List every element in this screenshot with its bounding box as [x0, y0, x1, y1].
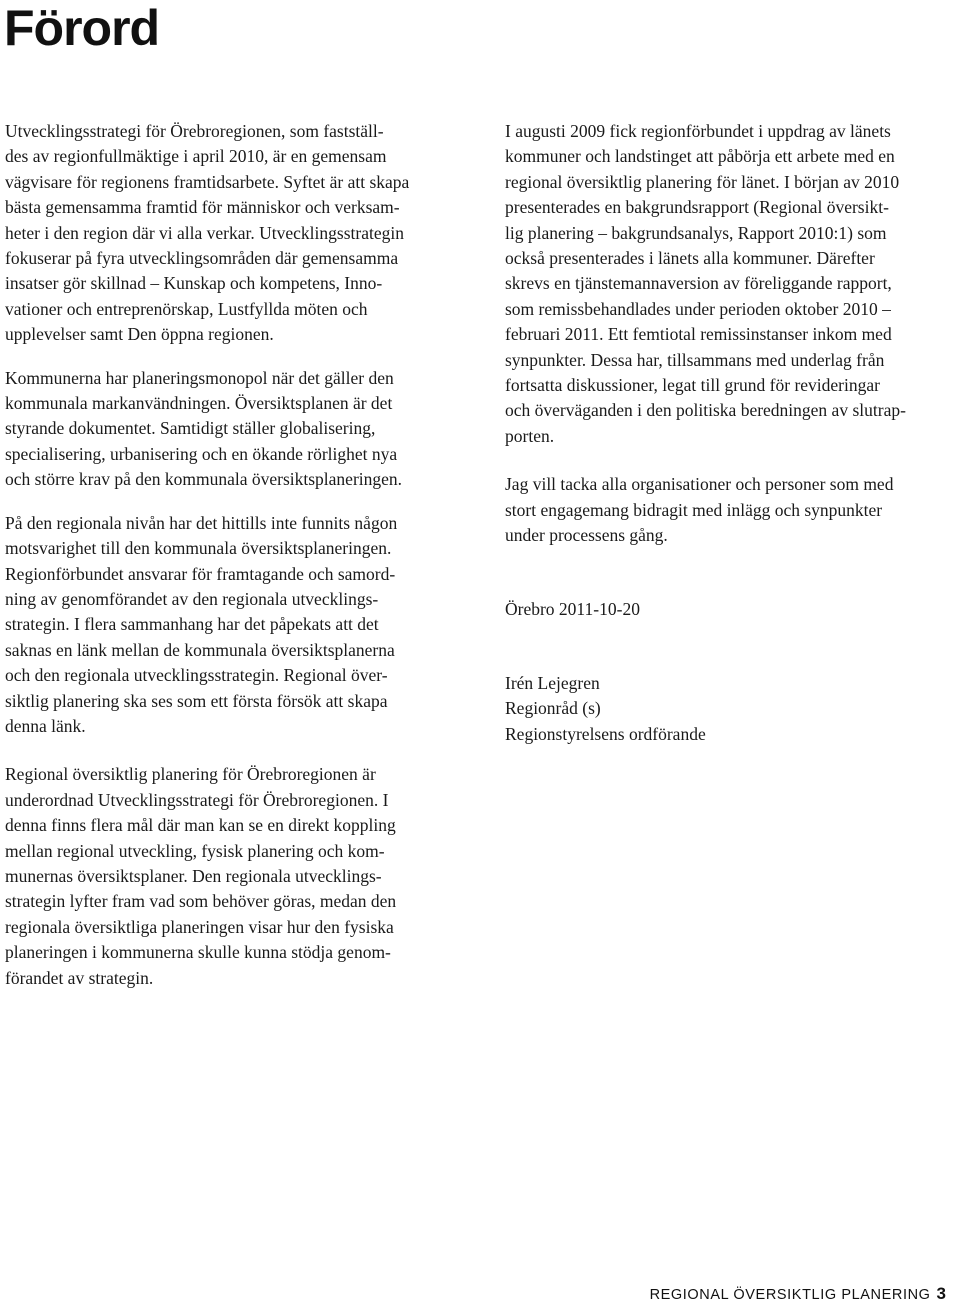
signatory-position: Regionstyrelsens ordförande: [505, 723, 706, 744]
signatory-role: Regionråd (s): [505, 698, 601, 719]
running-title: REGIONAL ÖVERSIKTLIG PLANERING: [649, 1287, 931, 1303]
regional-level-paragraph: På den regionala nivån har det hittills inte funnits någon motsvarighet till den kommunala översiktsplaneringen. Regionförbundet ansvarar för framtagande och samord- ning av genomförandet av den regionala utvecklings- strategin. I flera sammanhang har det påpekats att det saknas en länk mellan de kommunala översiktsplanerna och den regionala utvecklingsstrategin. Regional över- siktlig planering ska ses som ett första försök att skapa denna länk.: [5, 512, 398, 736]
process-history-paragraph: I augusti 2009 fick regionförbundet i uppdrag av länets kommuner och landstinget att påbörja ett arbete med en regional översiktlig planering för länet. I början av 2010 presenterades en bakgrundsrapport (Regional översikt- lig planering – bakgrundsanalys, Rapport 2010:1) som också presenterades i länets alla kommuner. Därefter skrevs en tjänstemannaversion av föreliggande rapport, som remissbehandlades under perioden oktober 2010 – februari 2011. Ett femtiotal remissinstanser inkom med synpunkter. Dessa har, tillsammans med underlag från fortsatta diskussioner, legat till grund för revideringar och överväganden i den politiska beredningen av slutrap- porten.: [505, 121, 906, 446]
intro-paragraph: Utvecklingsstrategi för Örebroregionen, som fastställ- des av regionfullmäktige i april 2010, är en gemensam vägvisare för regionens framtidsarbete. Syftet är att skapa bästa gemensamma framtid för människor och verksam- heter i den region där vi alla verkar. Utvecklingsstrategin fokuserar på fyra utvecklingsområden där gemensamma insatser gör skillnad – Kunskap och kompetens, Inno- vationer och entreprenörskap, Lustfyllda möten och upplevelser samt Den öppna regionen.: [5, 121, 410, 345]
page-number: 3: [936, 1284, 946, 1303]
thanks-paragraph: Jag vill tacka alla organisationer och personer som med stort engagemang bidragit med inlägg och synpunkter under processens gång.: [505, 474, 894, 546]
signature-block: [505, 671, 955, 747]
signatory-name: Irén Lejegren: [505, 672, 600, 693]
strategy-relation-paragraph: Regional översiktlig planering för Örebroregionen är underordnad Utvecklingsstrategi för Örebroregionen. I denna finns flera mål där man kan se en direkt koppling mellan regional utveckling, fysisk planering och kom- munernas översiktsplaner. Den regionala utvecklings- strategin lyfter fram vad som behöver göras, medan den regionala översiktliga planeringen visar hur den fysiska planeringen i kommunerna skulle kunna stödja genom- förandet av strategin.: [5, 764, 397, 988]
page-footer: [650, 1284, 946, 1305]
municipal-planning-paragraph: Kommunerna har planeringsmonopol när det gäller den kommunala markanvändningen. Översiktsplanen är det styrande dokumentet. Samtidigt ställer globalisering, specialisering, urbanisering och en ökande rörlighet nya och större krav på den kommunala översiktsplaneringen.: [5, 367, 403, 490]
place-date: Örebro 2011-10-20: [505, 598, 640, 619]
right-column: [505, 119, 955, 747]
page-title: Förord: [4, 0, 160, 56]
left-column: [5, 119, 475, 991]
